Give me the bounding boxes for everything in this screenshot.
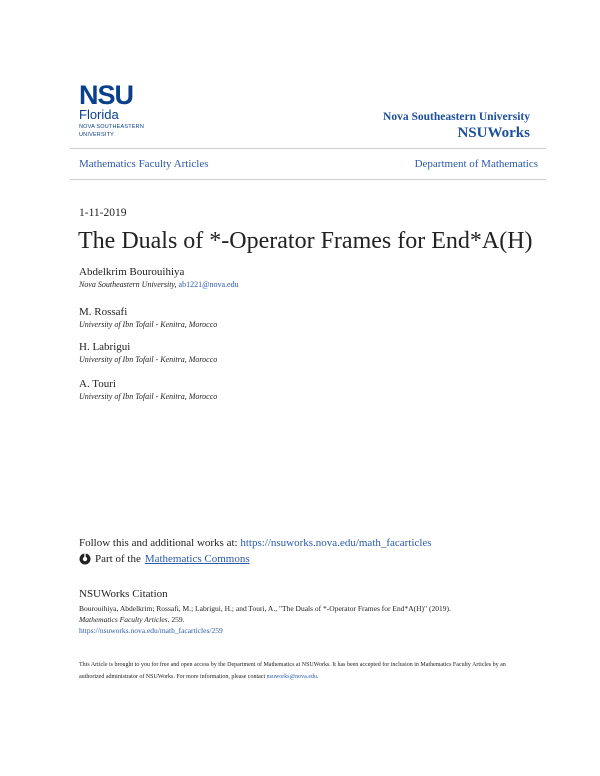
university-block (383, 110, 530, 142)
publication-date: 1-11-2019 (79, 207, 127, 219)
author-1 (79, 265, 239, 290)
mathematics-commons-link[interactable]: Mathematics Commons (144, 553, 250, 565)
commons-icon (79, 553, 91, 565)
part-of-line (79, 553, 250, 565)
logo-abbr: NSU (79, 80, 134, 110)
affiliation-text: Nova Southeastern University (79, 280, 175, 289)
university-name[interactable]: Nova Southeastern University (383, 111, 530, 123)
author-name: M. Rossafi (79, 306, 128, 318)
nsu-logo[interactable] (79, 82, 149, 140)
collection-url-link[interactable]: https://nsuworks.nova.edu/math_facarticles (240, 537, 432, 549)
author-name: Abdelkrim Bourouihiya (79, 266, 185, 278)
author-affiliation: University of Ibn Tofail - Kenitra, Morocco (79, 320, 218, 329)
repository-name[interactable]: NSUWorks (457, 125, 530, 141)
citation-heading: NSUWorks Citation (79, 588, 168, 600)
author-affiliation: University of Ibn Tofail - Kenitra, Morocco (79, 355, 218, 364)
citation-block (79, 603, 519, 636)
author-name: H. Labrigui (79, 341, 131, 353)
logo-line1: NOVA SOUTHEASTERN (79, 124, 145, 130)
contact-email-link[interactable]: nsuworks@nova.edu (266, 674, 317, 680)
author-4 (79, 377, 217, 402)
collection-link[interactable]: Mathematics Faculty Articles (79, 158, 209, 170)
author-email-link[interactable]: ab1221@nova.edu (178, 280, 239, 289)
notice-text: This Article is brought to you for free and open access by the Department of Mathematics at NSUWorks. It has been accepted for inclusion in Mathematics Faculty Articles by an authorized administrator of NSUWorks. For more information, please contact (79, 662, 506, 680)
author-3 (79, 340, 217, 365)
logo-state: Florida (79, 107, 119, 122)
follow-text: Follow this and additional works at: (79, 537, 241, 549)
author-affiliation: Nova Southeastern University, ab1221@nova.edu (79, 280, 239, 289)
author-name: A. Touri (79, 378, 116, 390)
follow-line (79, 537, 432, 549)
logo-line2: UNIVERSITY (79, 132, 115, 138)
nav-bar (70, 148, 546, 180)
citation-number: . 259. (167, 615, 185, 624)
part-of-text: Part of the (95, 553, 141, 565)
author-2 (79, 305, 217, 330)
department-link[interactable]: Department of Mathematics (414, 158, 538, 170)
access-notice (79, 659, 529, 683)
author-affiliation: University of Ibn Tofail - Kenitra, Morocco (79, 392, 218, 401)
notice-end: . (317, 674, 319, 680)
citation-url-link[interactable]: https://nsuworks.nova.edu/math_facarticles/259 (79, 626, 223, 635)
citation-journal: Mathematics Faculty Articles (79, 615, 168, 624)
document-title: The Duals of *-Operator Frames for End*A(H) (78, 228, 533, 254)
citation-text: Bourouihiya, Abdelkrim; Rossafi, M.; Labrigui, H.; and Touri, A., "The Duals of *-Operator Frames for End*A(H)" (2019). (79, 604, 451, 613)
